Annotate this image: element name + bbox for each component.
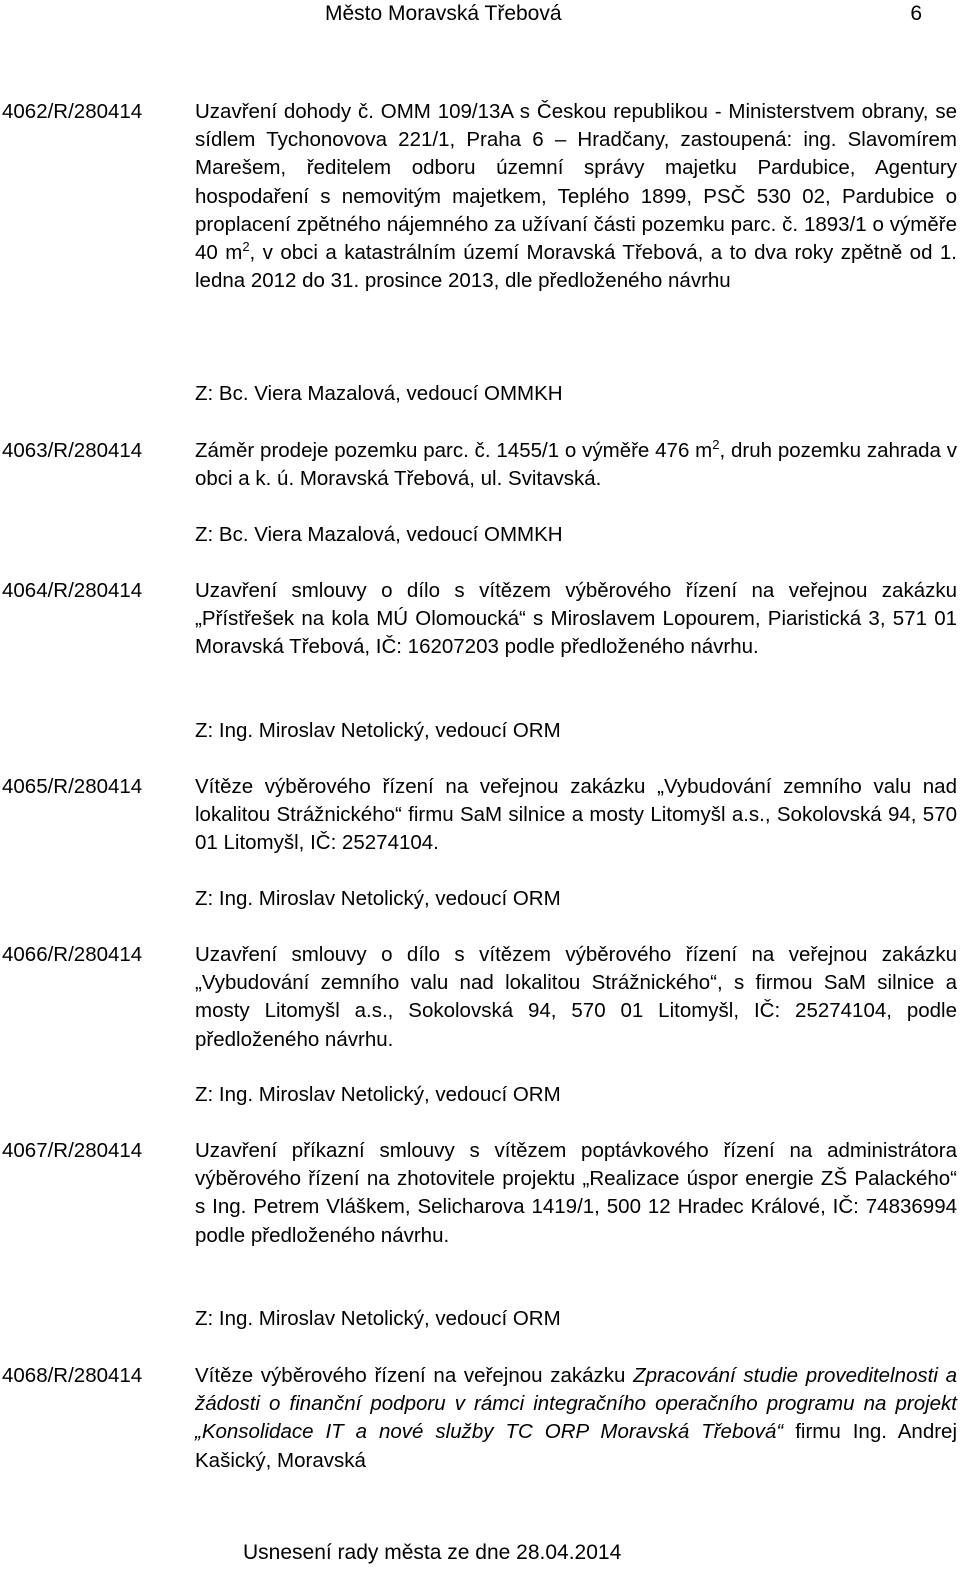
- resolution-responsible: Z: Ing. Miroslav Netolický, vedoucí ORM: [195, 1307, 561, 1330]
- page-number: 6: [910, 2, 922, 25]
- resolution-text: Uzavření smlouvy o dílo s vítězem výběrového řízení na veřejnou zakázku „Přístřešek na kola MÚ Olomoucká“ s Miroslavem Lopourem, Piaristická 3, 571 01 Moravská Třebová, IČ: 16207203 podle předloženého návrhu.: [195, 579, 957, 659]
- resolution-id: 4068/R/280414: [2, 1364, 143, 1387]
- resolution-responsible: Z: Ing. Miroslav Netolický, vedoucí ORM: [195, 887, 561, 910]
- resolution-text: Vítěze výběrového řízení na veřejnou zakázku „Vybudování zemního valu nad lokalitou Strážnického“ firmu SaM silnice a mosty Litomyšl a.s., Sokolovská 94, 570 01 Litomyšl, IČ: 25274104.: [195, 775, 957, 855]
- resolution-id: 4063/R/280414: [2, 439, 143, 462]
- resolution-responsible: Z: Ing. Miroslav Netolický, vedoucí ORM: [195, 719, 561, 742]
- resolution-text: Uzavření příkazní smlouvy s vítězem poptávkového řízení na administrátora výběrového řízení na zhotovitele projektu „Realizace úspor energie ZŠ Palackého“ s Ing. Petrem Vláškem, Selicharova 1419/1, 500 12 Hradec Králové, IČ: 74836994 podle předloženého návrhu.: [195, 1139, 957, 1247]
- resolution-responsible: Z: Bc. Viera Mazalová, vedoucí OMMKH: [195, 523, 563, 546]
- page-header: [0, 2, 960, 28]
- resolution-id: 4064/R/280414: [2, 579, 143, 602]
- resolution-id: 4065/R/280414: [2, 775, 143, 798]
- resolution-text: Uzavření dohody č. OMM 109/13A s Českou republikou - Ministerstvem obrany, se sídlem Tychonovova 221/1, Praha 6 – Hradčany, zastoupená: ing. Slavomírem Marešem, ředitelem odboru územní správy majetku Pardubice, Agentury hospodaření s nemovitým majetkem, Teplého 1899, PSČ 530 02, Pardubice o proplacení zpětného nájemného za užívaní části pozemku parc. č. 1893/1 o výměře 40 $m^2$, v obci a katastrálním území Moravská Třebová, a to dva roky zpětně od 1. ledna 2012 do 31. prosince 2013, dle předloženého návrhu: [195, 100, 958, 293]
- resolution-responsible: Z: Ing. Miroslav Netolický, vedoucí ORM: [195, 1083, 561, 1106]
- header-title: Město Moravská Třebová: [325, 2, 562, 25]
- resolution-text: Vítěze výběrového řízení na veřejnou zakázku Zpracování studie proveditelnosti a žádosti o finanční podporu v rámci integračního operačního programu na projekt „Konsolidace IT a nové služby TC ORP Moravská Třebová“ firmu Ing. Andrej Kašický, Moravská: [195, 1364, 957, 1472]
- resolution-id: 4067/R/280414: [2, 1139, 143, 1162]
- resolution-responsible: Z: Bc. Viera Mazalová, vedoucí OMMKH: [195, 382, 563, 405]
- resolution-id: 4066/R/280414: [2, 943, 143, 966]
- resolution-text: Záměr prodeje pozemku parc. č. 1455/1 o výměře 476 $m^2$, druh pozemku zahrada v obci a k. ú. Moravská Třebová, ul. Svitavská.: [195, 437, 957, 491]
- page-footer: Usnesení rady města ze dne 28.04.2014: [243, 1541, 622, 1564]
- resolution-id: 4062/R/280414: [2, 100, 143, 123]
- resolution-text: Uzavření smlouvy o dílo s vítězem výběrového řízení na veřejnou zakázku „Vybudování zemního valu nad lokalitou Strážnického“, s firmou SaM silnice a mosty Litomyšl a.s., Sokolovská 94, 570 01 Litomyšl, IČ: 25274104, podle předloženého návrhu.: [195, 943, 957, 1051]
